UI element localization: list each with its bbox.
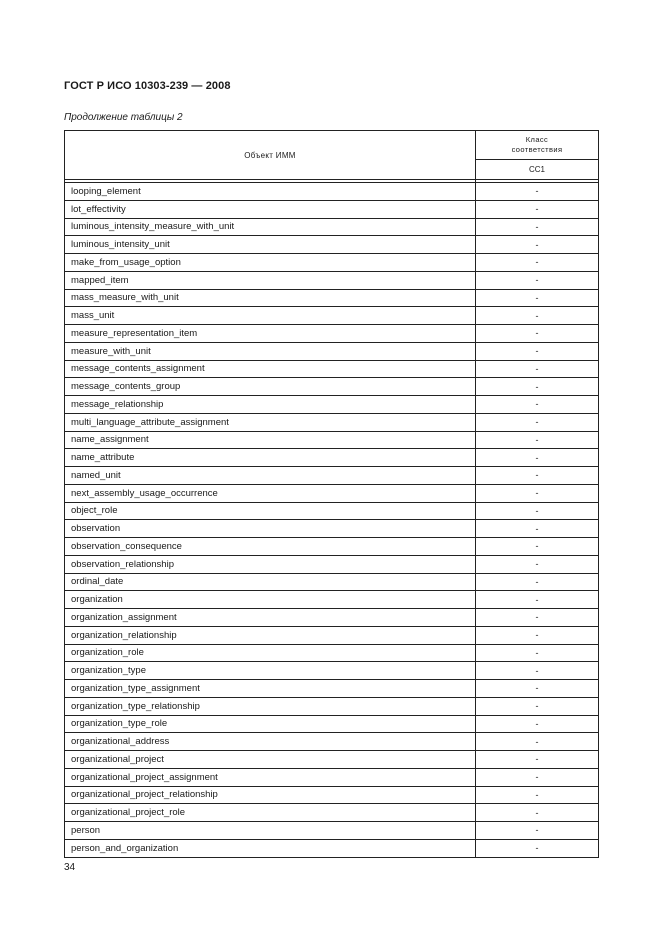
- row-cc1-value: -: [476, 804, 599, 822]
- table-row: [65, 662, 599, 680]
- row-cc1-value: -: [476, 502, 599, 520]
- table-row: [65, 715, 599, 733]
- document-header: ГОСТ Р ИСО 10303-239 — 2008: [64, 80, 231, 92]
- row-cc1-value: -: [476, 289, 599, 307]
- row-cc1-value: -: [476, 431, 599, 449]
- row-cc1-value: -: [476, 751, 599, 769]
- row-cc1-value: -: [476, 413, 599, 431]
- row-object-name: observation_consequence: [65, 538, 476, 556]
- row-cc1-value: -: [476, 609, 599, 627]
- row-cc1-value: -: [476, 236, 599, 254]
- header-conformance-class: [476, 131, 599, 160]
- row-object-name: named_unit: [65, 467, 476, 485]
- table-row: [65, 325, 599, 343]
- table-row: [65, 538, 599, 556]
- table-body: [65, 183, 599, 858]
- page-number: 34: [64, 862, 76, 873]
- table-row: [65, 467, 599, 485]
- row-object-name: object_role: [65, 502, 476, 520]
- row-cc1-value: -: [476, 396, 599, 414]
- table-row: [65, 431, 599, 449]
- row-cc1-value: -: [476, 378, 599, 396]
- row-cc1-value: -: [476, 555, 599, 573]
- table-row: [65, 218, 599, 236]
- row-object-name: organizational_project_assignment: [65, 768, 476, 786]
- row-cc1-value: -: [476, 644, 599, 662]
- row-object-name: organization_type_relationship: [65, 697, 476, 715]
- row-cc1-value: -: [476, 786, 599, 804]
- row-cc1-value: -: [476, 360, 599, 378]
- row-object-name: person: [65, 822, 476, 840]
- table-row: [65, 254, 599, 272]
- row-object-name: ordinal_date: [65, 573, 476, 591]
- table-row: [65, 396, 599, 414]
- header-class-line1: Класс: [525, 135, 549, 144]
- row-object-name: mapped_item: [65, 271, 476, 289]
- table-row: [65, 555, 599, 573]
- table-row: [65, 697, 599, 715]
- row-cc1-value: -: [476, 342, 599, 360]
- row-object-name: measure_representation_item: [65, 325, 476, 343]
- row-object-name: looping_element: [65, 183, 476, 201]
- table-row: [65, 307, 599, 325]
- row-object-name: make_from_usage_option: [65, 254, 476, 272]
- row-cc1-value: -: [476, 733, 599, 751]
- row-object-name: next_assembly_usage_occurrence: [65, 484, 476, 502]
- row-object-name: message_relationship: [65, 396, 476, 414]
- header-class-line2: соответствия: [511, 145, 563, 154]
- row-object-name: message_contents_assignment: [65, 360, 476, 378]
- row-cc1-value: -: [476, 183, 599, 201]
- row-cc1-value: -: [476, 680, 599, 698]
- row-object-name: organization_relationship: [65, 626, 476, 644]
- row-cc1-value: -: [476, 662, 599, 680]
- row-cc1-value: -: [476, 715, 599, 733]
- row-object-name: organization_type_assignment: [65, 680, 476, 698]
- row-cc1-value: -: [476, 449, 599, 467]
- row-cc1-value: -: [476, 697, 599, 715]
- row-object-name: name_assignment: [65, 431, 476, 449]
- table-row: [65, 733, 599, 751]
- row-object-name: observation: [65, 520, 476, 538]
- row-object-name: organization_role: [65, 644, 476, 662]
- table-row: [65, 183, 599, 201]
- table-row: [65, 751, 599, 769]
- table-row: [65, 680, 599, 698]
- table-row: [65, 644, 599, 662]
- table-row: [65, 271, 599, 289]
- table-row: [65, 289, 599, 307]
- row-cc1-value: -: [476, 591, 599, 609]
- table-row: [65, 839, 599, 857]
- row-object-name: person_and_organization: [65, 839, 476, 857]
- row-cc1-value: -: [476, 467, 599, 485]
- row-object-name: mass_unit: [65, 307, 476, 325]
- row-cc1-value: -: [476, 626, 599, 644]
- row-cc1-value: -: [476, 218, 599, 236]
- header-object: Объект ИММ: [65, 131, 476, 180]
- table-row: [65, 200, 599, 218]
- row-cc1-value: -: [476, 768, 599, 786]
- row-object-name: organization_type_role: [65, 715, 476, 733]
- row-object-name: luminous_intensity_unit: [65, 236, 476, 254]
- row-object-name: name_attribute: [65, 449, 476, 467]
- table-row: [65, 768, 599, 786]
- table-row: [65, 502, 599, 520]
- table-row: [65, 609, 599, 627]
- table-caption: Продолжение таблицы 2: [64, 112, 183, 123]
- row-object-name: observation_relationship: [65, 555, 476, 573]
- row-cc1-value: -: [476, 484, 599, 502]
- row-object-name: mass_measure_with_unit: [65, 289, 476, 307]
- row-object-name: organization_assignment: [65, 609, 476, 627]
- row-object-name: message_contents_group: [65, 378, 476, 396]
- conformance-table: [64, 130, 599, 858]
- table-row: [65, 520, 599, 538]
- header-cc1: СС1: [476, 160, 599, 180]
- table-row: [65, 591, 599, 609]
- table-row: [65, 449, 599, 467]
- row-cc1-value: -: [476, 254, 599, 272]
- table-row: [65, 804, 599, 822]
- table-row: [65, 626, 599, 644]
- row-cc1-value: -: [476, 520, 599, 538]
- row-object-name: organizational_project_role: [65, 804, 476, 822]
- row-object-name: organizational_address: [65, 733, 476, 751]
- row-object-name: organization: [65, 591, 476, 609]
- row-cc1-value: -: [476, 839, 599, 857]
- table-row: [65, 413, 599, 431]
- row-cc1-value: -: [476, 573, 599, 591]
- table-row: [65, 484, 599, 502]
- row-object-name: multi_language_attribute_assignment: [65, 413, 476, 431]
- table-row: [65, 573, 599, 591]
- row-cc1-value: -: [476, 200, 599, 218]
- table-row: [65, 378, 599, 396]
- table-row: [65, 822, 599, 840]
- row-object-name: organizational_project: [65, 751, 476, 769]
- table-row: [65, 342, 599, 360]
- row-object-name: organization_type: [65, 662, 476, 680]
- row-object-name: measure_with_unit: [65, 342, 476, 360]
- row-cc1-value: -: [476, 325, 599, 343]
- row-cc1-value: -: [476, 822, 599, 840]
- row-object-name: lot_effectivity: [65, 200, 476, 218]
- table-row: [65, 236, 599, 254]
- row-object-name: luminous_intensity_measure_with_unit: [65, 218, 476, 236]
- row-object-name: organizational_project_relationship: [65, 786, 476, 804]
- row-cc1-value: -: [476, 307, 599, 325]
- table-row: [65, 786, 599, 804]
- row-cc1-value: -: [476, 271, 599, 289]
- row-cc1-value: -: [476, 538, 599, 556]
- table-row: [65, 360, 599, 378]
